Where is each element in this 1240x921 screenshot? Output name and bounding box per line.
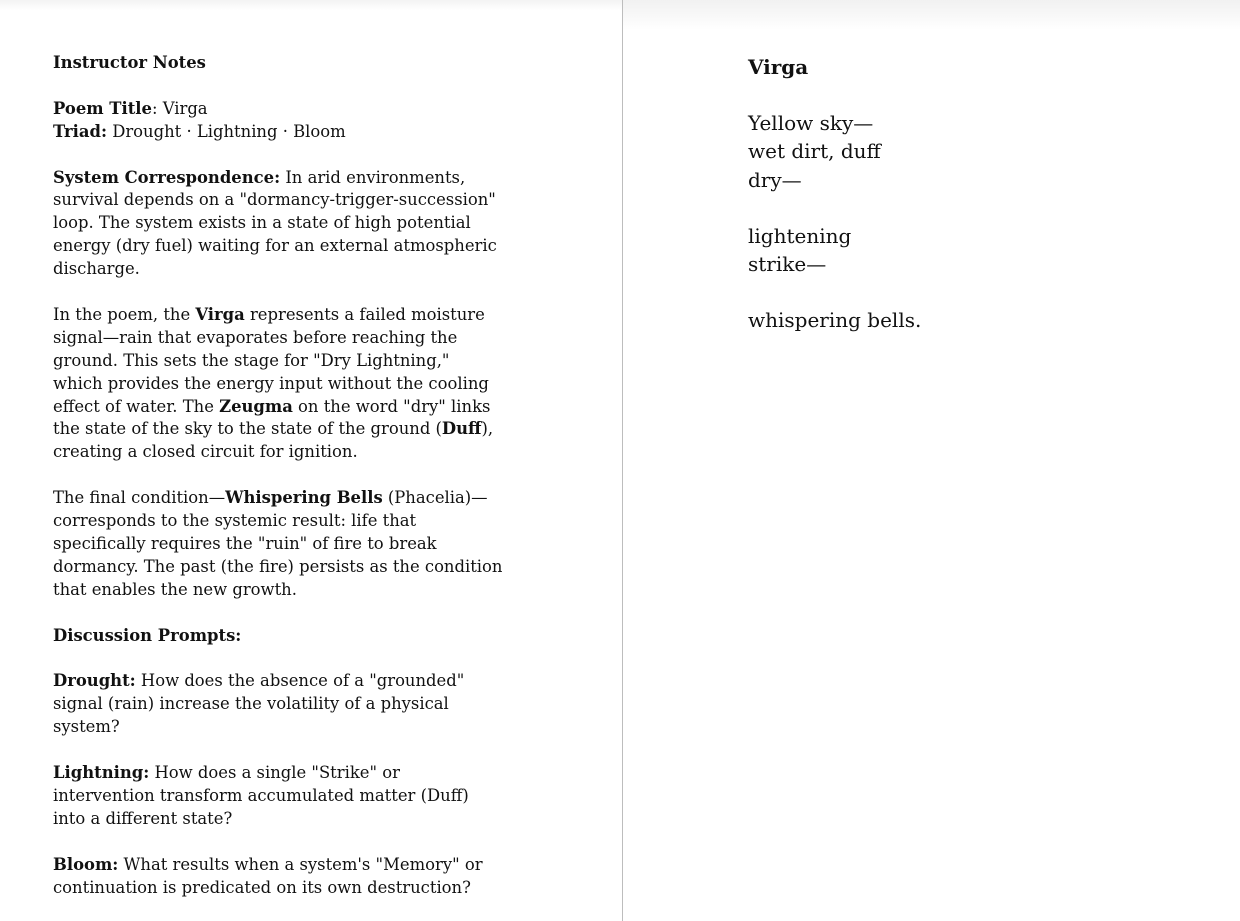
- poem-title: Virga: [748, 55, 809, 79]
- triad-label: Triad:: [53, 121, 107, 141]
- poem-line: dry—: [748, 167, 802, 192]
- final-condition-paragraph: [53, 487, 503, 602]
- discussion-prompts-heading: Discussion Prompts:: [53, 625, 242, 645]
- poem: [748, 53, 1188, 363]
- term-duff: Duff: [441, 419, 482, 439]
- poem-line: Yellow sky—: [748, 111, 874, 135]
- poem-line: strike—: [748, 252, 827, 277]
- right-page: [623, 0, 1240, 921]
- system-correspondence-text: In arid environments, survival depends on a "dormancy-trigger-succession" loop. The system exists in a state of high potential energy (dry fuel) waiting for an external atmospheric discharge.: [53, 167, 497, 279]
- poem-line: whispering bells.: [748, 308, 922, 333]
- poem-stanza-3: [748, 306, 1188, 334]
- paragraph-text: represents a failed moisture signal—rain that evaporates before reaching the ground. This sets the stage for "Dry Lightning," which provides the energy input without the cooling effect of water. The: [53, 304, 489, 416]
- poem-line: lightening: [748, 223, 852, 248]
- prompt-drought: [53, 670, 503, 739]
- poem-line: wet dirt, duff: [748, 139, 881, 164]
- prompt-label: Bloom:: [53, 854, 119, 874]
- poem-title-label: Poem Title: [53, 98, 152, 118]
- notes-title: Instructor Notes: [53, 53, 206, 72]
- poem-title-value: Virga: [162, 98, 208, 118]
- prompt-label: Lightning:: [53, 762, 150, 782]
- term-virga: Virga: [195, 304, 245, 324]
- poem-stanza-2: [748, 222, 1188, 279]
- poem-stanza-1: [748, 109, 1188, 194]
- system-correspondence-paragraph: [53, 167, 503, 282]
- triad-value: Drought · Lightning · Bloom: [107, 121, 346, 141]
- paragraph-text: The final condition—: [53, 488, 226, 508]
- prompt-text: What results when a system's "Memory" or continuation is predicated on its own destruction?: [53, 854, 483, 897]
- term-zeugma: Zeugma: [219, 396, 293, 416]
- poem-title-separator: :: [151, 98, 163, 118]
- virga-paragraph: [53, 304, 503, 464]
- system-correspondence-label: System Correspondence:: [53, 167, 281, 187]
- paragraph-text: (Phacelia)—corresponds to the systemic result: life that specifically requires the "ruin" of fire to break dormancy. The past (the fire) persists as the condition that enables the new growth.: [53, 488, 503, 599]
- paragraph-text: In the poem, the: [53, 304, 196, 324]
- paragraph-text: on the word "dry" links the state of the sky to the state of the ground (: [53, 396, 491, 439]
- prompt-text: How does the absence of a "grounded" signal (rain) increase the volatility of a physical system?: [53, 671, 465, 737]
- prompt-bloom: [53, 854, 503, 900]
- term-whispering-bells: Whispering Bells: [225, 488, 383, 508]
- paragraph-text: ), creating a closed circuit for ignition.: [53, 419, 494, 462]
- prompt-lightning: [53, 762, 503, 831]
- prompt-text: How does a single "Strike" or intervention transform accumulated matter (Duff) into a different state?: [53, 762, 469, 828]
- instructor-notes: [53, 52, 503, 921]
- poem-meta: [53, 98, 503, 144]
- prompt-label: Drought:: [53, 671, 136, 691]
